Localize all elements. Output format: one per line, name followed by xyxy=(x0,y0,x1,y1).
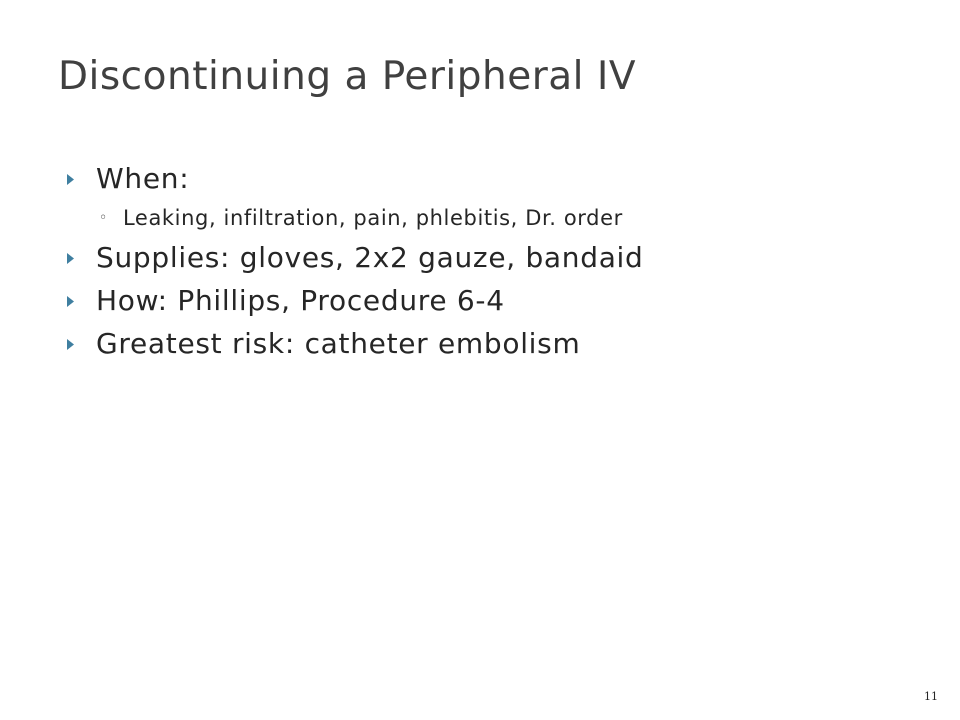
hollow-circle-icon: ◦ xyxy=(99,210,108,226)
bullet-item xyxy=(66,326,926,362)
bullet-text: When: xyxy=(96,162,190,195)
bullet-text: How: Phillips, Procedure 6-4 xyxy=(96,284,505,317)
triangle-arrow-icon xyxy=(66,283,75,319)
bullet-text: Greatest risk: catheter embolism xyxy=(96,327,581,360)
bullet-item xyxy=(66,240,926,276)
triangle-arrow-icon xyxy=(66,240,75,276)
sub-bullet-item xyxy=(66,203,926,233)
page-number: 11 xyxy=(924,690,938,703)
sub-bullet-text: Leaking, infiltration, pain, phlebitis, Dr. order xyxy=(123,206,623,230)
slide-title: Discontinuing a Peripheral IV xyxy=(58,54,637,99)
bullet-item xyxy=(66,161,926,197)
triangle-arrow-icon xyxy=(66,326,75,362)
bullet-text: Supplies: gloves, 2x2 gauze, bandaid xyxy=(96,241,644,274)
bullet-item xyxy=(66,283,926,319)
triangle-arrow-icon xyxy=(66,161,75,197)
bullet-list xyxy=(66,150,926,362)
